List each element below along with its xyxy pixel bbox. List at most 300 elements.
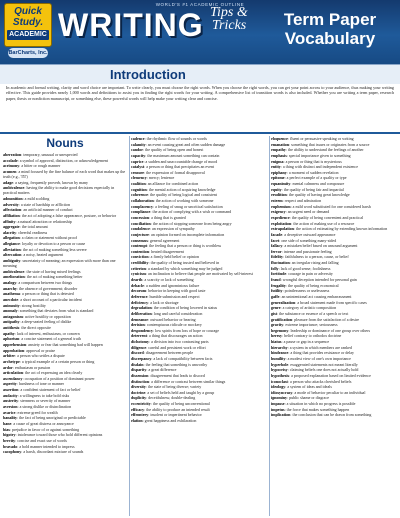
vocab-entry [131,266,267,271]
vocab-definition: : a system in which members are ranked [287,344,352,350]
vocab-entry [3,202,127,207]
vocab-word: affinity [3,218,16,224]
vocab-word: adversity [3,201,19,207]
vocab-definition: : an event causing great and often sudden damage [145,141,226,147]
vocab-definition: : the expression of formal disapproval [144,169,205,175]
vocab-entry [271,288,397,293]
vocab-definition: : occupation of a position of dominant power [22,375,95,381]
vocab-word: apprehension [3,342,27,347]
vocab-word: extrapolation [271,226,294,232]
vocab-word: diligence [131,344,147,350]
vocab-definition: : pleasure from the satisfaction of a desire [292,316,360,322]
vocab-word: contempt [131,243,147,249]
vocab-definition: : special importance given to something [286,152,351,158]
vocab-word: austerity [3,398,19,404]
vocab-word: caprice [131,158,144,164]
vocab-definition: : behavior in keeping with good taste [146,288,206,294]
vocab-word: humility [271,355,286,361]
vocab-entry [3,163,127,168]
vocab-definition: : wrongful deception intended for personal gain [280,277,357,283]
vocab-entry [3,404,127,409]
vocab-entry [131,418,267,423]
vocab-word: allegation [3,235,20,241]
vocab-definition: : a mild word substituted for one considered harsh [290,203,371,209]
vocab-word: cognition [131,186,147,192]
vocab-entry [3,224,127,229]
vocab-entry [3,342,127,347]
vocab-entry [3,444,127,449]
vocab-word: frugality [271,282,286,288]
vocab-definition: : a thing that discourages an action [146,333,203,339]
vocab-entry [3,393,127,398]
vocab-definition: : a perfect example of a quality or type [284,175,347,181]
vocab-definition: : a mild scolding [22,195,50,201]
vocab-word: ideology [271,384,286,390]
vocab-definition: : the quality of being economical [285,282,339,288]
vocab-word: deference [131,293,148,299]
vocab-word: clemency [131,175,147,181]
vocab-entry [131,390,267,395]
vocab-entry [3,247,127,252]
vocab-definition: : deceitfulness; double-dealing [146,395,196,401]
vocab-word: ambiguity [3,257,21,263]
vocab-definition: : a cause of great distress or annoyance [11,420,74,426]
vocab-definition: : careful and persistent work or effort [146,344,206,350]
vocab-word: dichotomy [131,339,149,345]
vocab-definition: : intolerance toward those who hold different opinions [15,432,103,438]
vocab-definition: : contemptuous ridicule or mockery [144,322,202,328]
vocab-definition: : the quality of being trusted and believed in [148,260,220,266]
vocab-definition: : strong hostility [19,302,46,308]
vocab-word: antipathy [3,319,20,325]
vocab-word: affectation [3,207,22,213]
vocab-entry [3,398,127,403]
vocab-word: expedience [271,214,290,220]
vocab-definition: : uncertainty of meaning; an expression with more than one meaning [3,257,116,269]
vocab-word: archetype [3,358,20,364]
vocab-entry [3,365,127,370]
vocab-entry [131,333,267,338]
vocab-word: gravity [271,322,284,328]
vocab-entry [131,249,267,254]
vocab-word: anomaly [3,308,18,314]
vocab-word: demeanor [131,316,149,322]
vocab-entry [271,339,397,344]
vocab-entry [271,311,397,316]
vocab-word: ascendancy [3,375,23,381]
vocab-definition: : a state of hardship or affliction [18,201,71,207]
vocab-word: diversity [131,384,146,390]
nouns-heading: Nouns [46,136,84,150]
vocab-word: effrontery [131,412,149,418]
vocab-word: despondency [131,327,154,333]
vocab-definition: : a harsh, discordant mixture of sounds [21,449,84,455]
vocab-word: apathy [3,330,15,336]
vocab-word: elation [131,418,143,424]
vocab-entry [3,269,127,274]
vocab-word: fluctuation [271,260,290,266]
vocab-entry [3,381,127,386]
vocab-entry [131,350,267,355]
vocab-entry [131,192,267,197]
vocab-entry [271,266,397,271]
vocab-word: epiphany [271,169,287,175]
vocab-entry [271,181,397,186]
vocab-definition: : fluent or persuasive speaking or writing [287,136,354,141]
vocab-word: hindrance [271,350,289,356]
vocab-entry [131,379,267,384]
vocab-entry [131,412,267,417]
series-tagline: WORLD'S #1 ACADEMIC OUTLINE [155,2,245,7]
vocab-entry [271,379,397,384]
vocab-word: audacity [3,392,18,398]
vocab-word: coherence [131,192,149,198]
vocab-entry [3,258,127,268]
vocab-entry [3,241,127,246]
vocab-word: asperity [3,381,17,387]
vocab-entry [131,339,267,344]
vocab-entry [3,353,127,358]
vocab-entry [131,254,267,259]
vocab-word: acumen [3,168,17,174]
vocab-definition: : a mistaken belief based on unsound argument [282,243,358,249]
nouns-list-2 [131,136,267,423]
introduction-heading: Introduction [110,67,186,82]
vocab-definition: : courage in pain or adversity [286,271,333,277]
vocab-entry [271,215,397,220]
vocab-entry [3,415,127,420]
vocab-definition: : lack of interest, enthusiasm, or concern [14,330,80,336]
nouns-list-3 [271,136,397,417]
vocab-word: hyperbole [271,361,289,367]
vocab-entry [271,221,397,226]
vocab-word: doctrine [131,389,146,395]
vocab-word: fidelity [271,254,283,260]
publisher-badge: BarCharts, Inc. [8,50,48,56]
vocab-entry [131,153,267,158]
vocab-entry [3,219,127,224]
vocab-entry [131,356,267,361]
vocab-entry [271,401,397,406]
vocab-entry [131,147,267,152]
vocab-word: efficacy [131,406,145,412]
vocab-word: epitome [271,175,285,181]
vocab-word: impetus [271,406,285,412]
vocab-entry [131,238,267,243]
vocab-entry [271,192,397,197]
vocab-entry [131,384,267,389]
vocab-entry [3,314,127,319]
vocab-entry [131,373,267,378]
vocab-entry [271,356,397,361]
vocab-entry [3,252,127,257]
vocab-definition: : mental calmness and composure [290,181,345,187]
vocab-definition: : the act of expressing an idea clearly [23,370,83,376]
vocab-word: enigma [271,158,284,164]
vocab-word: collaboration [131,198,154,204]
vocab-word: gist [271,310,277,316]
vocab-entry [271,153,397,158]
vocab-entry [3,180,127,185]
vocab-definition: : long and careful consideration [151,310,203,316]
vocab-entry [131,243,267,248]
vocab-entry [131,311,267,316]
vocab-entry [131,232,267,237]
vocab-word: adage [3,179,13,185]
vocab-definition: : the quality of being logical and consistent [148,192,218,198]
vocab-entry [131,277,267,282]
vocab-definition: : extreme importance; seriousness [283,322,338,328]
vocab-word: concession [131,214,149,220]
vocab-definition: : concise and exact use of words [15,437,67,443]
vocab-definition: : temporary, unusual or unexpected [21,152,78,157]
vocab-definition: : a moment of sudden revelation [286,169,339,175]
vocab-definition: : the state of having mixed feelings [24,268,81,274]
vocab-word: arbiter [3,353,15,359]
vocab-entry [131,215,267,220]
vocab-entry [3,158,127,163]
vocab-entry [3,387,127,392]
vocab-word: fervor [271,248,282,254]
vocab-definition: : the action of estimating by extending known information [293,226,388,232]
vocab-entry [3,432,127,437]
vocab-definition: : the substance or essence of a speech or text [277,310,349,316]
vocab-entry [131,159,267,164]
vocab-definition: : loyalty or devotion to a person or cause [19,241,86,247]
vocab-entry [131,187,267,192]
vocab-word: conviction [131,254,149,260]
vocab-definition: : a thing that provides resistance or delay [288,350,354,356]
vocab-word: gaffe [271,293,280,299]
vocab-definition: : intense and passionate feeling [281,248,332,254]
vocab-entry [131,288,267,293]
vocab-word: aversion [3,404,18,410]
vocab-word: acrimony [3,163,20,169]
vocab-definition: : an expression of sympathy [149,226,195,232]
vocab-definition: : sternness or severity of manner [18,398,71,404]
vocab-entry [271,187,397,192]
vocab-definition: : the quality of being fair and impartial [281,186,344,192]
vocab-definition: : disagreement between people [143,350,194,356]
vocab-definition: : an unintentional act causing embarrassment [279,293,352,299]
vocab-definition: : outward behavior or bearing [148,316,196,322]
vocab-definition: : a comparison between two things [16,279,72,285]
vocab-entry [131,181,267,186]
vocab-definition: : the act of making something less severe [20,246,87,252]
vocab-definition: : the absence of government; disorder [16,285,78,291]
vocab-word: criterion [131,265,146,271]
introduction-bar [0,64,400,84]
vocab-word: discord [131,350,144,356]
section-divider [0,132,400,134]
vocab-word: altercation [3,252,22,258]
vocab-definition: : the quality of having great knowledge [286,192,350,198]
vocab-word: banality [3,415,18,421]
vocab-definition: : a lack or shortage [148,299,179,305]
vocab-definition: : a thing that is granted [149,214,186,220]
vocab-definition: : a claim or statement without proof [19,235,77,241]
vocab-word: genre [271,305,281,311]
vocab-definition: : a sudden and ignominious failure [143,282,200,288]
vocab-word: decorum [131,288,147,294]
vocab-definition: : having the ability to make good decisions especially in practical matters [3,185,115,196]
vocab-word: hiatus [271,339,282,345]
vocab-definition: : the action of complying with a wish or command [150,209,232,215]
vocab-definition: : the feeling that a person or thing is worthless [147,243,222,249]
vocab-entry [131,395,267,400]
vocab-entry [271,260,397,265]
vocab-definition: : the quality of being convenient and practical [289,214,364,220]
vocab-word: aberration [3,152,22,157]
vocab-entry [131,294,267,299]
vocab-definition: : an irregular rising and falling [289,260,339,266]
logo-line-study: Study. [12,17,44,28]
vocab-entry [131,170,267,175]
vocab-word: degradation [131,305,152,311]
vocab-entry [3,185,127,195]
vocab-word: brevity [3,437,16,443]
vocab-definition: : a modest view of one's own importance [285,355,351,361]
vocab-word: accolade [3,157,18,163]
vocab-definition: : a pause or gap in a sequence [281,339,330,345]
vocab-entry [271,333,397,338]
vocab-definition: : a category of artistic composition [280,305,337,311]
page-title: WRITING [58,7,204,43]
vocab-definition: : the action of making use of a resource [291,220,355,226]
vocab-word: antithesis [3,325,20,331]
vocab-definition: : the action of stopping someone from being angry [150,220,232,226]
vocab-definition: : a set of beliefs held and taught by a group [145,389,215,395]
vocab-definition: : public shame or disgrace [287,395,330,401]
vocab-definition: : a deep-seated feeling of dislike [19,319,72,325]
vocab-word: deliberation [131,310,152,316]
nouns-column-1 [3,136,127,516]
vocab-entry [3,348,127,353]
topic-title [262,10,398,48]
vocab-word: facade [271,231,283,237]
vocab-definition: : the ability to produce an intended result [144,406,210,412]
vocab-definition: : a broad statement made from specific cases [295,299,367,305]
vocab-definition: : a short account of a particular incident [18,296,82,302]
vocab-word: coalition [131,181,146,187]
vocab-entry [3,213,127,218]
vocab-definition: : the ability to understand the feelings of another [285,147,364,153]
vocab-definition: : an alliance for combined action [145,181,199,187]
vocab-entry [3,370,127,375]
vocab-definition: : the act of adopting a false appearance, posture, or behavior [19,212,117,218]
vocab-entry [271,384,397,389]
vocab-definition: : low spirits from loss of hope or courage [153,327,220,333]
vocab-word: animosity [3,302,20,308]
vocab-entry [271,249,397,254]
vocab-entry [271,395,397,400]
vocab-definition: : an urgent need or demand [285,209,330,215]
vocab-definition: : prejudice in favor of or against something [9,426,80,432]
vocab-entry [3,291,127,296]
vocab-word: hegemony [271,327,289,333]
vocab-word: ambivalence [3,185,25,191]
vocab-entry [131,362,267,367]
vocab-word: eccentricity [131,401,151,407]
vocab-word: fraud [271,277,281,283]
vocab-word: deterrent [131,333,147,339]
vocab-entry [131,136,267,141]
vocab-definition: : a bitter or rough manner [19,163,61,169]
vocab-word: contention [131,248,149,254]
vocab-definition: : humble submission and respect [147,293,200,299]
vocab-definition: : heated disagreement [149,248,184,254]
vocab-entry [271,136,397,141]
vocab-word: entity [271,164,281,170]
vocab-word: alleviation [3,246,21,252]
vocab-entry [131,305,267,310]
vocab-word: erudition [271,192,287,198]
vocab-entry [271,345,397,350]
vocab-definition: : anxiety or fear that something bad will happen [26,342,103,347]
vocab-definition: : belief contrary to orthodox doctrine [282,333,342,339]
vocab-definition: : faithfulness to a person, cause, or belief [283,254,349,260]
vocab-entry [271,367,397,372]
vocab-definition: : a concise statement of a general truth [19,336,81,342]
vocab-word: assertion [3,387,19,393]
vocab-word: candor [131,147,143,153]
vocab-entry [271,283,397,288]
vocab-definition: : mercy; lenience [146,175,175,181]
vocab-word: bigotry [3,432,16,438]
vocab-definition: : pointlessness or uselessness [282,288,330,294]
vocab-word: anarchy [3,285,17,291]
vocab-word: calamity [131,141,146,147]
vocab-word: allegiance [3,241,20,247]
vocab-entry [271,254,397,259]
vocab-entry [3,449,127,454]
vocab-definition: : a person who settles a dispute [15,353,65,359]
nouns-column-3 [271,136,397,516]
vocab-entry [271,300,397,305]
vocab-word: complacency [131,203,153,209]
vocab-definition: : a person who attacks cherished beliefs [287,378,352,384]
vocab-word: ambivalence [3,268,25,274]
vocab-definition: : insolent or impertinent behavior [148,412,202,418]
vocab-definition: : a mode of behavior peculiar to an individual [292,389,366,395]
vocab-definition: : a bold manner intended to impress [17,443,75,449]
vocab-word: facet [271,237,280,243]
vocab-word: amelioration [3,274,25,280]
vocab-definition: : a mind focused by the fine balance of each word that makes up the truth (e.g., 'I'll') [3,168,126,179]
vocab-word: implication [271,412,291,418]
vocab-word: deficiency [131,299,149,305]
vocab-definition: : a person or thing that is detested [19,291,74,297]
vocab-entry [131,260,267,265]
vocab-definition: : a proposed explanation based on limited evidence [289,372,371,378]
vocab-definition: : disagreement that leads to discord [148,372,205,378]
vocab-word: exigency [271,209,286,215]
vocab-entry [131,322,267,327]
vocab-definition: : a natural attraction or relationship [15,218,72,224]
vocab-word: debacle [131,282,144,288]
vocab-entry [3,235,127,240]
vocab-definition: : leadership or dominance of one group over others [288,327,371,333]
vocab-word: duplicity [131,395,147,401]
vocab-word: exploitation [271,220,292,226]
vocab-entry [131,283,267,288]
vocab-word: consensus [131,237,148,243]
vocab-entry [271,305,397,310]
vocab-entry [271,362,397,367]
vocab-entry [3,427,127,432]
vocab-word: equanimity [271,181,291,187]
vocab-entry [3,280,127,285]
